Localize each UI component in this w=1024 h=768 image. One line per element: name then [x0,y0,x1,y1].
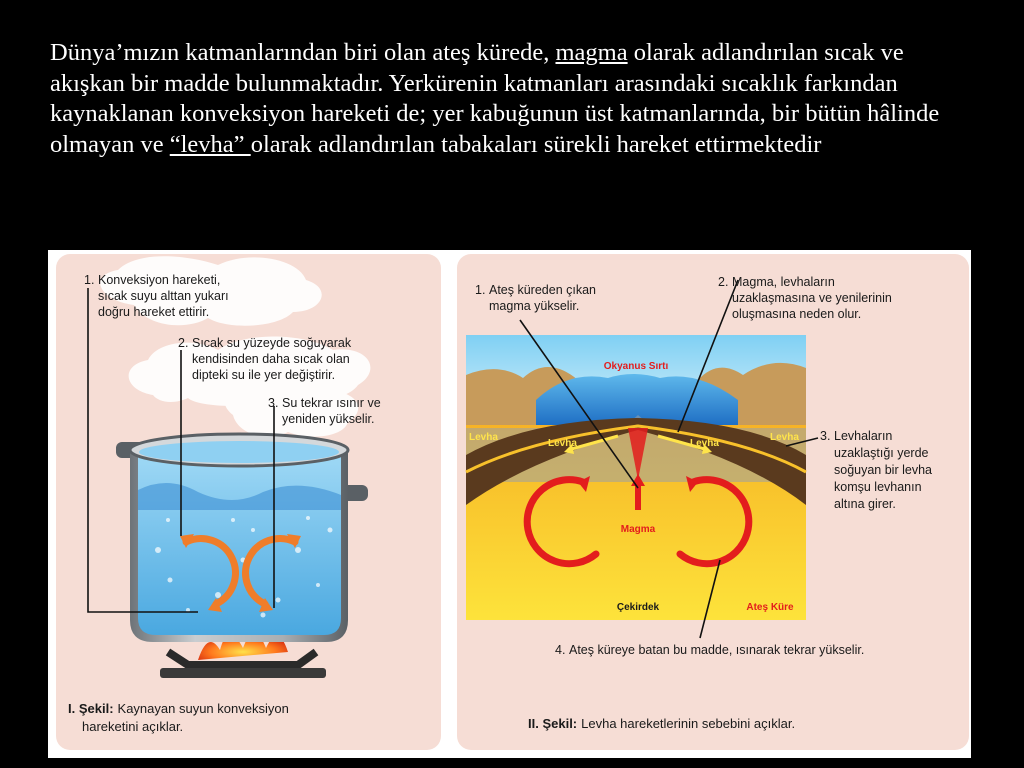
note-p2-4-number: 4. [555,643,566,657]
intro-paragraph [50,38,980,160]
term-magma: magma [555,39,628,66]
pot-water [138,455,341,635]
note-2-line: Sıcak su yüzeyde soğuyarak [192,336,352,350]
note-p2-4-text: Ateş küreye batan bu madde, ısınarak tekrar yükselir. [569,643,865,657]
note-p2-3-line: uzaklaştığı yerde [834,446,929,460]
panel2-caption [528,716,795,731]
term-levha: “levha” [169,130,251,158]
note-p2-3-line: soğuyan bir levha [834,463,932,477]
caption-1-label: I. Şekil: [68,701,114,716]
note-3-number: 3. [268,396,279,410]
note-p2-3-line: altına girer. [834,497,896,511]
note-2-number: 2. [178,336,189,350]
note-p2-2-line: Magma, levhaların [732,275,835,289]
label-plate: Levha [548,438,577,449]
caption-1-text: Kaynayan suyun konveksiyon [117,701,289,716]
note-1-line: sıcak suyu alttan yukarı [98,289,229,303]
note-1-line: doğru hareket ettirir. [98,305,210,319]
note-p2-3-line: komşu levhanın [834,480,922,494]
intro-text-1: Dünya’mızın katmanlarından biri olan ateş kürede, [50,39,556,66]
note-1 [84,273,229,319]
note-1-number: 1. [84,273,95,287]
caption-2-text: Levha hareketlerinin sebebini açıklar. [581,716,796,731]
note-sinks-and-rises [555,643,864,657]
svg-text:I. Şekil:Kaynayan suyun konvek [68,701,289,716]
intro-text-2: olarak adlandırılan sıcak ve akışkan bir madde bulunmaktadır. Yerkürenin katmanları arasındaki sıcaklık farkından kaynaklanan konveksiyon hareketi de; yer kabuğunun üst katmanlarında, bir bütün hâlinde olmayan ve [50,39,940,158]
note-2-line: kendisinden daha sıcak olan [192,352,350,366]
label-plate: Levha [690,438,719,449]
svg-text:II. Şekil:Levha hareketlerinin [528,716,795,731]
caption-1-text: hareketini açıklar. [82,719,184,734]
label-mantle: Ateş Küre [746,602,794,613]
note-3-line: Su tekrar ısınır ve [282,396,381,410]
caption-2-label: II. Şekil: [528,716,578,731]
note-3-line: yeniden yükselir. [282,412,375,426]
note-p2-2-line: uzaklaşmasına ve yenilerinin [732,291,892,305]
note-p2-2-line: oluşmasına neden olur. [732,307,862,321]
note-p2-1-line: Ateş küreden çıkan [489,283,597,297]
note-p2-1-line: magma yükselir. [489,299,580,313]
earth-cross-section [466,335,806,620]
label-core: Çekirdek [616,602,660,613]
figure-area [48,250,971,758]
label-plate: Levha [469,432,498,443]
label-plate: Levha [770,432,799,443]
label-ocean-ridge: Okyanus Sırtı [603,361,669,372]
note-1-line: Konveksiyon hareketi, [98,273,221,287]
intro-text-3: olarak adlandırılan tabakaları sürekli hareket ettirmektedir [250,130,822,158]
water-top [139,441,339,463]
note-p2-3-line: Levhaların [834,429,893,443]
panel-boiling-water [56,254,441,750]
note-p2-1-number: 1. [475,283,486,297]
note-2-line: dipteki su ile yer değiştirir. [192,368,336,382]
boiling-pot [116,434,368,642]
label-magma: Magma [620,524,656,535]
note-p2-2-number: 2. [718,275,729,289]
panel-plate-tectonics [457,254,969,750]
note-2 [178,336,352,382]
note-p2-3-number: 3. [820,429,831,443]
